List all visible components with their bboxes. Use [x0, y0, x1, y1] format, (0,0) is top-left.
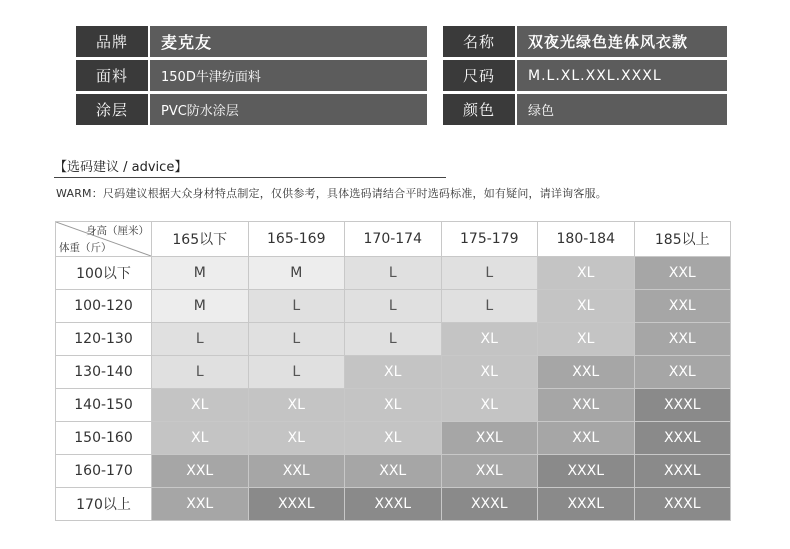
corner-cell: [56, 222, 152, 257]
size-cell: L: [345, 257, 442, 290]
size-chart-table: [55, 221, 731, 521]
size-cell: XL: [152, 389, 249, 422]
size-cell: XXXL: [538, 455, 635, 488]
weight-row-header: 150-160: [56, 422, 152, 455]
table-row: [56, 290, 731, 323]
advice-divider: [54, 177, 446, 178]
height-column-header: 165以下: [152, 222, 249, 257]
table-row: [56, 323, 731, 356]
size-cell: XXL: [634, 356, 731, 389]
size-cell: XXXL: [538, 488, 635, 521]
height-column-header: 175-179: [441, 222, 538, 257]
size-cell: XL: [248, 389, 345, 422]
size-table-body: [56, 257, 731, 521]
size-cell: XXXL: [441, 488, 538, 521]
size-cell: XL: [345, 356, 442, 389]
size-cell: XL: [345, 389, 442, 422]
size-cell: XXXL: [345, 488, 442, 521]
size-cell: M: [152, 290, 249, 323]
size-cell: XL: [152, 422, 249, 455]
size-cell: L: [441, 257, 538, 290]
size-cell: XXXL: [634, 389, 731, 422]
size-cell: XXL: [634, 290, 731, 323]
color-label: 颜色: [443, 94, 515, 125]
size-cell: L: [345, 290, 442, 323]
size-cell: L: [441, 290, 538, 323]
size-cell: XXL: [152, 455, 249, 488]
spec-row-fabric: [76, 60, 427, 91]
corner-weight-label: 体重（斤）: [59, 242, 112, 254]
table-row: [56, 389, 731, 422]
size-cell: XXXL: [634, 488, 731, 521]
table-header-row: [56, 222, 731, 257]
table-row: [56, 455, 731, 488]
size-cell: XXL: [634, 323, 731, 356]
size-cell: XXL: [538, 356, 635, 389]
size-cell: XXXL: [248, 488, 345, 521]
height-column-header: 170-174: [345, 222, 442, 257]
size-cell: L: [152, 323, 249, 356]
table-row: [56, 422, 731, 455]
size-cell: L: [248, 323, 345, 356]
warm-note: WARM：尺码建议根据大众身材特点制定，仅供参考，具体选码请结合平时选码标准，如有疑问，请详询客服。: [56, 187, 607, 200]
weight-row-header: 130-140: [56, 356, 152, 389]
fabric-label: 面料: [76, 60, 148, 91]
size-cell: L: [248, 290, 345, 323]
size-cell: M: [248, 257, 345, 290]
size-value: M.L.XL.XXL.XXXL: [517, 60, 727, 91]
table-row: [56, 257, 731, 290]
advice-title: 【选码建议 / advice】: [54, 160, 188, 175]
size-cell: XXXL: [634, 422, 731, 455]
size-cell: XL: [345, 422, 442, 455]
size-cell: XL: [441, 356, 538, 389]
size-cell: XXL: [538, 389, 635, 422]
size-cell: XL: [248, 422, 345, 455]
brand-label: 品牌: [76, 26, 148, 57]
size-label: 尺码: [443, 60, 515, 91]
size-cell: XL: [538, 257, 635, 290]
coating-value: PVC防水涂层: [150, 94, 427, 125]
weight-row-header: 100以下: [56, 257, 152, 290]
size-cell: L: [152, 356, 249, 389]
size-cell: XXL: [538, 422, 635, 455]
height-column-header: 180-184: [538, 222, 635, 257]
color-value: 绿色: [517, 94, 727, 125]
size-cell: L: [248, 356, 345, 389]
size-cell: XXL: [345, 455, 442, 488]
table-row: [56, 488, 731, 521]
spec-row-coating: [76, 94, 427, 125]
size-cell: XXL: [441, 455, 538, 488]
weight-row-header: 120-130: [56, 323, 152, 356]
size-cell: XXXL: [634, 455, 731, 488]
height-column-header: 165-169: [248, 222, 345, 257]
size-cell: XL: [538, 323, 635, 356]
size-cell: XXL: [634, 257, 731, 290]
corner-height-label: 身高（厘米）: [86, 225, 149, 237]
size-cell: L: [345, 323, 442, 356]
weight-row-header: 100-120: [56, 290, 152, 323]
weight-row-header: 170以上: [56, 488, 152, 521]
fabric-value: 150D牛津纺面料: [150, 60, 427, 91]
size-cell: XXL: [441, 422, 538, 455]
size-cell: XXL: [248, 455, 345, 488]
size-cell: XL: [441, 323, 538, 356]
size-cell: XXL: [152, 488, 249, 521]
coating-label: 涂层: [76, 94, 148, 125]
spec-row-color: [443, 94, 727, 125]
spec-row-size: [443, 60, 727, 91]
name-value: 双夜光绿色连体风衣款: [517, 26, 727, 57]
weight-row-header: 160-170: [56, 455, 152, 488]
size-cell: XL: [441, 389, 538, 422]
size-cell: M: [152, 257, 249, 290]
weight-row-header: 140-150: [56, 389, 152, 422]
size-cell: XL: [538, 290, 635, 323]
brand-value: 麦克友: [150, 26, 427, 57]
spec-row-brand: [76, 26, 427, 57]
height-column-header: 185以上: [634, 222, 731, 257]
spec-row-name: [443, 26, 727, 57]
name-label: 名称: [443, 26, 515, 57]
table-row: [56, 356, 731, 389]
